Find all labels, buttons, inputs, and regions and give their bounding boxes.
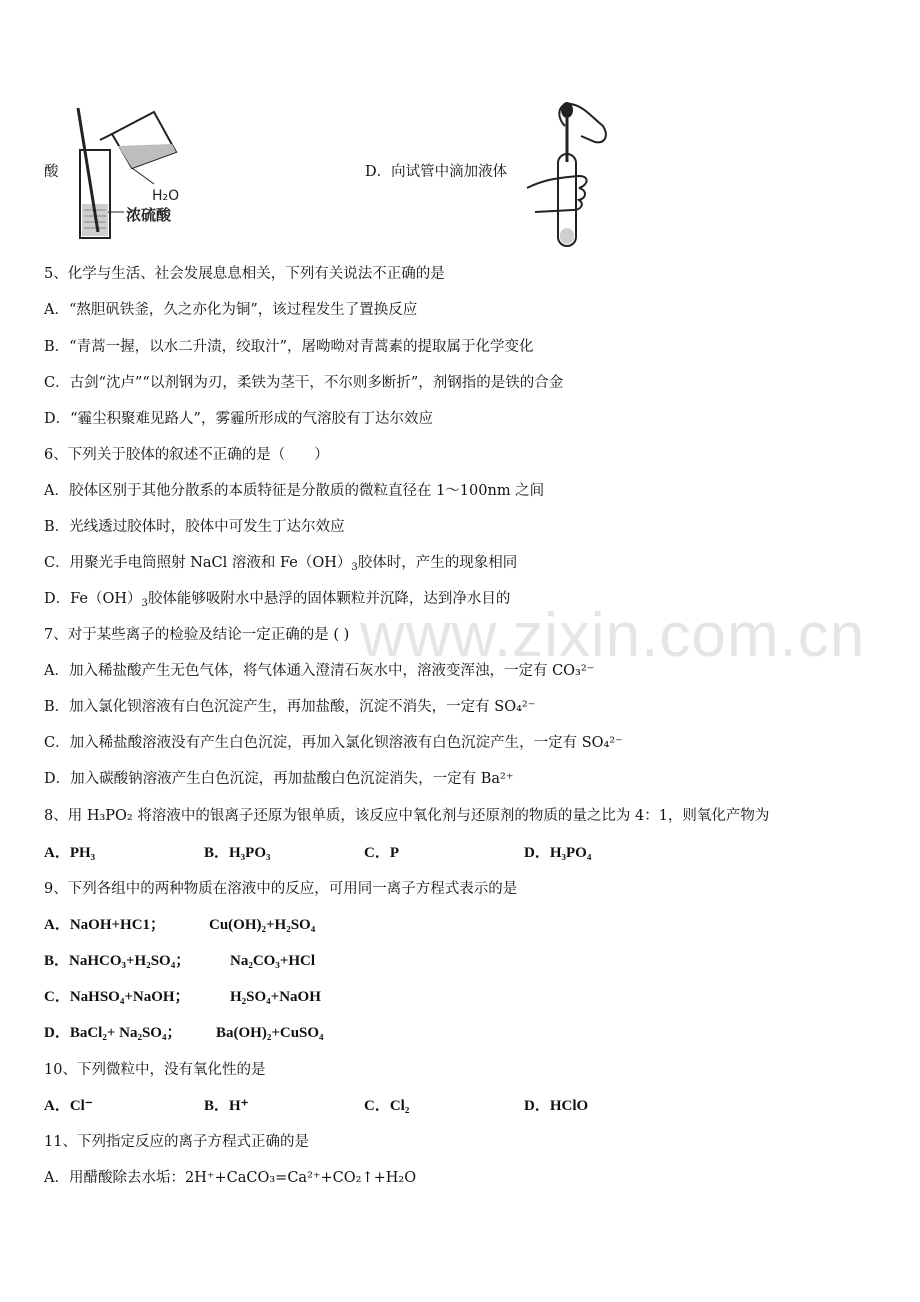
q9-option-a-first: A．NaOH+HC1； xyxy=(44,917,166,933)
q5-option-d: D．“霾尘积聚难见路人”，雾霾所形成的气溶胶有丁达尔效应 xyxy=(44,411,433,427)
q10-option-d: D．HClO xyxy=(524,1098,589,1114)
q8-option-d: D．H₃PO₄ xyxy=(524,845,592,861)
q5-option-c: C．古剑“沈卢”“以剂钢为刃，柔铁为茎干，不尔则多断折”，剂钢指的是铁的合金 xyxy=(44,375,564,391)
q7-option-c: C．加入稀盐酸溶液没有产生白色沉淀，再加入氯化钡溶液有白色沉淀产生，一定有 SO₄²⁻ xyxy=(44,735,623,751)
q6-option-d xyxy=(44,589,510,609)
q5-stem: 5、化学与生活、社会发展息息相关，下列有关说法不正确的是 xyxy=(44,266,445,282)
q10-option-a: A．Cl⁻ xyxy=(44,1098,93,1114)
watermark: www.zixin.com.cn xyxy=(360,601,866,670)
q7-option-b: B．加入氯化钡溶液有白色沉淀产生，再加盐酸，沉淀不消失，一定有 SO₄²⁻ xyxy=(44,699,536,715)
q9-option-d-second: Ba(OH)₂+CuSO₄ xyxy=(216,1025,324,1041)
q11-option-a: A．用醋酸除去水垢：2H⁺+CaCO₃=Ca²⁺+CO₂↑+H₂O xyxy=(44,1170,417,1186)
prev-option-tail: 酸 xyxy=(44,164,59,180)
q9-option-a-second: Cu(OH)₂+H₂SO₄ xyxy=(209,917,316,933)
q10-option-b: B．H⁺ xyxy=(204,1098,249,1114)
q6-option-a: A．胶体区别于其他分散系的本质特征是分散质的微粒直径在 1～100nm 之间 xyxy=(44,483,545,499)
acid-label: 浓硫酸 xyxy=(126,206,172,224)
q6-c-sub: 3 xyxy=(351,562,358,573)
q6-c-post: 胶体时，产生的现象相同 xyxy=(357,555,518,571)
q9-option-c-second: H₂SO₄+NaOH xyxy=(230,989,321,1005)
q7-option-d: D．加入碳酸钠溶液产生白色沉淀，再加盐酸白色沉淀消失，一定有 Ba²⁺ xyxy=(44,771,514,787)
q6-option-b: B．光线透过胶体时，胶体中可发生丁达尔效应 xyxy=(44,519,345,535)
dropper-bulb xyxy=(561,102,573,118)
q10-option-c: C．Cl₂ xyxy=(364,1098,410,1114)
q9-option-b-first: B．NaHCO₃+H₂SO₄； xyxy=(44,953,191,969)
q8-option-b: B．H₃PO₃ xyxy=(204,845,271,861)
q7-stem: 7、对于某些离子的检验及结论一定正确的是 ( ) xyxy=(44,627,350,643)
q11-stem: 11、下列指定反应的离子方程式正确的是 xyxy=(44,1134,309,1150)
q6-option-c xyxy=(44,553,517,573)
q9-option-c-first: C．NaHSO₄+NaOH； xyxy=(44,989,190,1005)
q5-option-b: B．“青蒿一握，以水二升渍，绞取汁”，屠呦呦对青蒿素的提取属于化学变化 xyxy=(44,339,534,355)
q8-option-c: C．P xyxy=(364,845,399,861)
water-label: H₂O xyxy=(152,188,180,204)
lower-hand xyxy=(527,176,587,212)
q6-d-sub: 3 xyxy=(141,598,148,609)
q6-d-post: 胶体能够吸附水中悬浮的固体颗粒并沉降，达到净水目的 xyxy=(147,591,511,607)
q9-option-d-first: D．BaCl₂+ Na₂SO₄； xyxy=(44,1025,182,1041)
dilution-diagram xyxy=(72,104,232,244)
q6-d-pre: D．Fe（OH） xyxy=(44,591,142,607)
q10-stem: 10、下列微粒中，没有氧化性的是 xyxy=(44,1062,266,1078)
q8-stem: 8、用 H₃PO₂ 将溶液中的银离子还原为银单质，该反应中氧化剂与还原剂的物质的量之比为 4：1，则氧化产物为 xyxy=(44,808,770,824)
dropper-diagram xyxy=(525,96,615,254)
q6-stem: 6、下列关于胶体的叙述不正确的是（ ） xyxy=(44,447,329,463)
q9-stem: 9、下列各组中的两种物质在溶液中的反应，可用同一离子方程式表示的是 xyxy=(44,881,518,897)
q5-option-a: A．“熬胆矾铁釜，久之亦化为铜”，该过程发生了置换反应 xyxy=(44,302,418,318)
q7-option-a: A．加入稀盐酸产生无色气体，将气体通入澄清石灰水中，溶液变浑浊，一定有 CO₃²⁻ xyxy=(44,663,595,679)
q6-c-pre: C．用聚光手电筒照射 NaCl 溶液和 Fe（OH） xyxy=(44,555,352,571)
option-d-dropper-text: D．向试管中滴加液体 xyxy=(365,164,508,180)
q8-option-a: A．PH₃ xyxy=(44,845,96,861)
q9-option-b-second: Na₂CO₃+HCl xyxy=(230,953,316,969)
